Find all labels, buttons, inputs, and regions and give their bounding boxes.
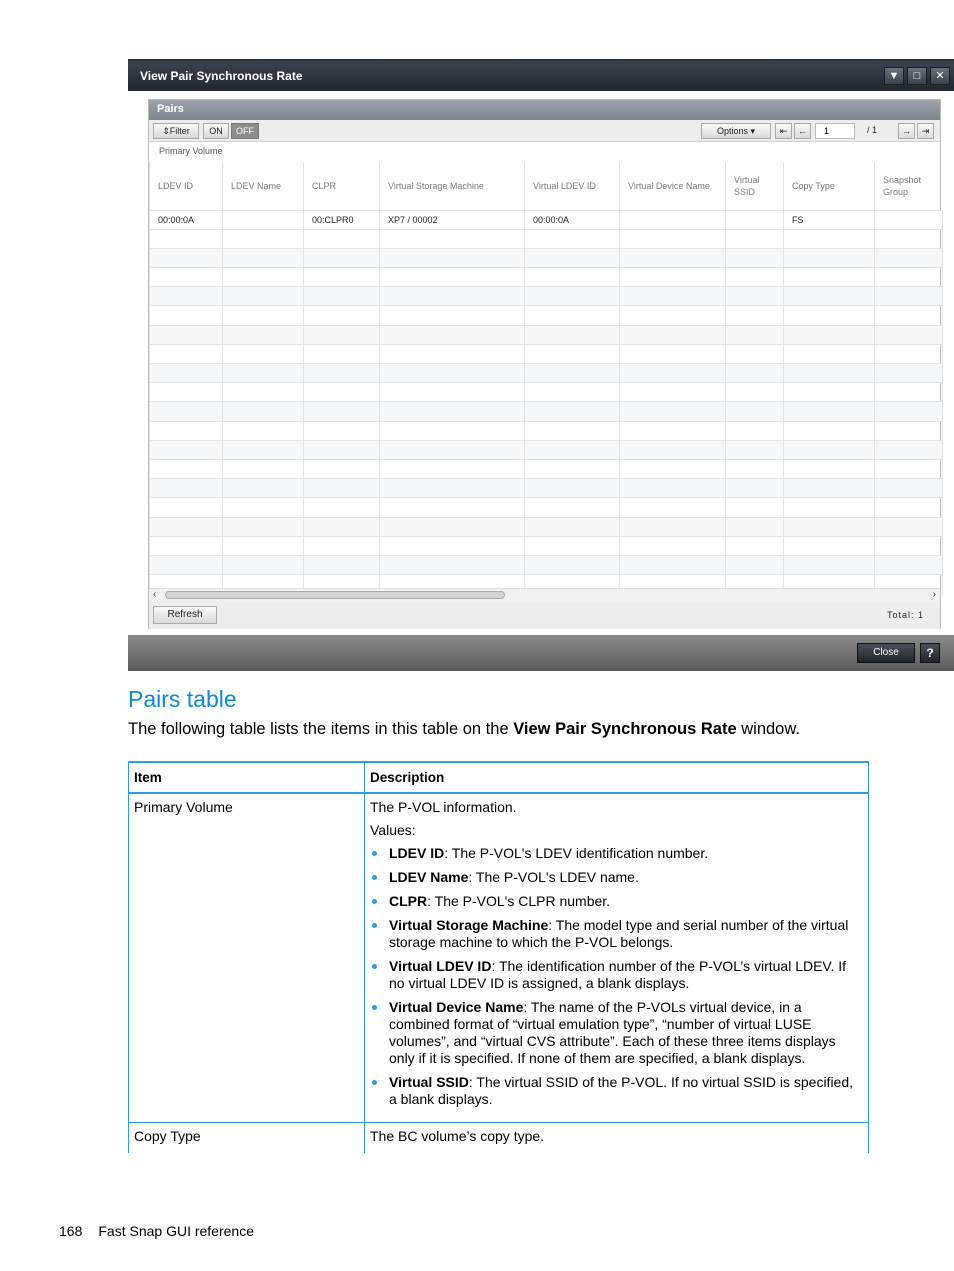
grid-cell [525,402,620,421]
refresh-button[interactable]: Refresh [153,606,217,624]
grid-cell [525,364,620,383]
grid-cell [223,344,304,363]
grid-empty-row [150,498,943,517]
grid-cell [620,383,726,402]
item-cell: Copy Type [129,1123,365,1154]
grid-cell [525,344,620,363]
grid-cell [380,364,525,383]
grid-cell [380,229,525,248]
grid-cell [875,248,943,267]
grid-cell [726,440,784,459]
filter-off-toggle[interactable]: OFF [231,123,259,139]
grid-cell [304,517,380,536]
grid-column-header[interactable]: Virtual LDEV ID [525,162,620,210]
grid-empty-row [150,479,943,498]
grid-cell [150,459,223,478]
grid-cell [150,498,223,517]
grid-cell [525,287,620,306]
grid-cell [875,440,943,459]
grid-cell [380,268,525,287]
grid-cell [875,325,943,344]
grid-cell [726,555,784,574]
grid-cell [620,536,726,555]
close-button[interactable]: Close [857,643,915,663]
next-page-icon[interactable]: → [898,123,915,139]
grid-cell [380,536,525,555]
grid-cell [525,517,620,536]
bullet-icon [372,851,377,856]
grid-empty-row [150,344,943,363]
list-item-text: : The model type and serial number of the virtual storage machine to which the P-VOL belongs. [389,917,849,950]
table-row [129,793,869,1123]
grid-cell [620,402,726,421]
grid-cell: 00:00:0A [150,210,223,229]
grid-cell [726,248,784,267]
bullet-icon [372,899,377,904]
grid-cell [223,421,304,440]
grid-cell [223,555,304,574]
grid-cell [784,229,875,248]
list-item [370,869,863,886]
grid-cell [726,306,784,325]
grid-cell [223,325,304,344]
pairs-toolbar [149,120,940,142]
grid-empty-row [150,248,943,267]
grid-cell [784,325,875,344]
intro-paragraph: The following table lists the items in this table on the View Pair Synchronous Rate window. [128,720,800,738]
window-body [128,91,954,635]
grid-cell [784,421,875,440]
list-item-term: Virtual Device Name [389,999,524,1015]
grid-cell [726,402,784,421]
grid-cell [380,440,525,459]
list-item-text: : The virtual SSID of the P-VOL. If no virtual SSID is specified, a blank displays. [389,1074,854,1107]
grid-cell [150,344,223,363]
grid-cell [784,536,875,555]
grid-cell [304,344,380,363]
list-item-text: : The identification number of the P-VOL’s virtual LDEV. If no virtual LDEV ID is assigned, a blank displays. [389,958,847,991]
grid-empty-row [150,364,943,383]
grid-cell [875,210,943,229]
grid-cell [150,268,223,287]
grid-cell [620,287,726,306]
grid-cell [223,306,304,325]
grid-cell [304,555,380,574]
grid-cell [304,229,380,248]
grid-cell [304,421,380,440]
list-item [370,845,863,862]
grid-cell [875,287,943,306]
grid-cell [784,479,875,498]
grid-cell [620,325,726,344]
grid-cell [875,479,943,498]
grid-cell [620,555,726,574]
list-item-term: LDEV ID [389,845,445,861]
grid-cell [525,498,620,517]
list-item-term: Virtual SSID [389,1074,469,1090]
list-item-text: : The P-VOL's LDEV identification number. [444,845,709,861]
scroll-right-icon[interactable]: › [932,589,936,600]
grid-empty-row [150,306,943,325]
grid-cell [150,248,223,267]
grid-cell: FS [784,210,875,229]
grid-cell [620,306,726,325]
page-footer [59,1223,254,1239]
grid-cell [380,517,525,536]
options-dropdown[interactable]: Options ▾ [701,123,771,139]
grid-cell [525,536,620,555]
grid-cell [223,402,304,421]
grid-cell [150,421,223,440]
grid-cell [875,459,943,478]
grid-column-header[interactable]: LDEV ID [150,162,223,210]
grid-empty-row [150,459,943,478]
grid-cell [784,517,875,536]
list-item [370,917,863,951]
values-label: Values: [370,822,416,838]
grid-cell [875,498,943,517]
grid-cell [620,364,726,383]
last-page-icon[interactable]: ⇥ [917,123,934,139]
list-item-text: : The P-VOL's LDEV name. [468,869,639,885]
grid-cell [525,229,620,248]
list-item [370,958,863,992]
grid-cell [875,364,943,383]
table-row [129,1123,869,1154]
grid-cell [223,440,304,459]
grid-cell [380,344,525,363]
grid-cell [784,440,875,459]
pairs-panel [148,99,941,629]
grid-cell [875,402,943,421]
footer-section-title: Fast Snap GUI reference [98,1223,254,1239]
grid-cell [304,325,380,344]
grid-cell [784,344,875,363]
grid-cell [380,459,525,478]
grid-cell [150,229,223,248]
grid-cell [620,479,726,498]
grid-column-header[interactable]: LDEV Name [223,162,304,210]
grid-column-header[interactable]: CLPR [304,162,380,210]
grid-cell [223,287,304,306]
grid-cell [380,479,525,498]
grid-empty-row [150,402,943,421]
description-text: The P-VOL information. [370,799,517,815]
list-item [370,893,863,910]
grid-cell [525,248,620,267]
grid-cell [784,364,875,383]
grid-cell [380,287,525,306]
description-cell: The BC volume’s copy type. [365,1123,869,1154]
grid-empty-row [150,421,943,440]
grid-cell [304,248,380,267]
scrollbar-thumb[interactable] [165,591,505,599]
grid-cell: XP7 / 00002 [380,210,525,229]
grid-cell [726,325,784,344]
grid-cell [620,459,726,478]
filter-on-toggle[interactable]: ON [203,123,229,139]
grid-cell [150,383,223,402]
filter-icon[interactable]: ▼ [884,67,904,85]
grid-empty-row [150,555,943,574]
maximize-icon[interactable]: □ [907,67,927,85]
list-item-term: LDEV Name [389,869,469,885]
grid-cell [223,498,304,517]
grid-cell [380,498,525,517]
grid-cell [784,287,875,306]
grid-cell [875,268,943,287]
grid-cell [726,364,784,383]
grid-cell [620,229,726,248]
grid-cell [304,459,380,478]
grid-cell [620,210,726,229]
grid-cell [620,498,726,517]
list-item-text: : The name of the P-VOLs virtual device, in a combined format of “virtual emulation type”, “number of virtual LUSE volumes”, and “virtual CVS attribute”. Each of these three items displays only if it is specified. If none of them are specified, a blank displays. [389,999,836,1066]
grid-column-header[interactable]: Virtual Storage Machine [380,162,525,210]
grid-column-header[interactable]: Copy Type [784,162,875,210]
grid-cell [620,517,726,536]
prev-page-icon[interactable]: ← [794,123,811,139]
grid-cell [380,306,525,325]
grid-column-header[interactable]: Virtual Device Name [620,162,726,210]
horizontal-scrollbar[interactable] [149,588,940,601]
grid-cell [304,402,380,421]
grid-cell [784,402,875,421]
grid-cell [304,287,380,306]
pairs-description-table [128,761,869,1153]
grid-cell [784,306,875,325]
grid-cell [223,210,304,229]
grid-cell [380,248,525,267]
list-item [370,999,863,1067]
grid-cell [525,555,620,574]
grid-cell [726,268,784,287]
grid-cell [525,268,620,287]
grid-cell [875,536,943,555]
grid-cell [150,517,223,536]
window-footer [128,635,954,671]
grid-cell: 00:CLPR0 [304,210,380,229]
grid-empty-row [150,536,943,555]
grid-cell [875,229,943,248]
grid-cell [525,479,620,498]
grid-cell [726,287,784,306]
list-item-term: Virtual LDEV ID [389,958,492,974]
list-item [370,1074,863,1108]
list-item-text: : The P-VOL's CLPR number. [427,893,611,909]
grid-cell [223,229,304,248]
grid-column-header[interactable]: Virtual SSID [726,162,784,210]
grid-cell [380,402,525,421]
grid-cell [150,402,223,421]
grid-cell [150,536,223,555]
grid-empty-row [150,383,943,402]
grid-cell [875,421,943,440]
page-number-input[interactable]: 1 [815,123,855,139]
grid-cell [380,555,525,574]
bullet-icon [372,964,377,969]
grid-cell [620,440,726,459]
grid-cell [525,325,620,344]
grid-cell [726,459,784,478]
grid-cell [304,498,380,517]
grid-cell [150,555,223,574]
grid-cell [223,268,304,287]
grid-cell [726,536,784,555]
grid-cell [380,325,525,344]
grid-cell [380,383,525,402]
grid-cell [525,459,620,478]
grid-cell [784,459,875,478]
total-count: Total: 1 [886,610,924,620]
primary-volume-group-label: Primary Volume [159,146,223,156]
grid-cell [726,344,784,363]
first-page-icon[interactable]: ⇤ [775,123,792,139]
filter-button[interactable]: ⇕Filter [153,123,199,139]
grid-cell [620,268,726,287]
grid-cell [525,440,620,459]
grid-cell [726,479,784,498]
grid-cell [150,479,223,498]
grid-cell [726,210,784,229]
grid-cell [304,536,380,555]
grid-cell [875,306,943,325]
grid-cell [726,383,784,402]
grid-cell [784,555,875,574]
grid-cell [304,268,380,287]
bullet-icon [372,875,377,880]
bullet-icon [372,1005,377,1010]
grid-cell [784,248,875,267]
grid-cell [150,364,223,383]
grid-cell [875,344,943,363]
grid-cell [726,517,784,536]
section-title: Pairs table [128,686,237,712]
pairs-panel-title: Pairs [149,100,940,120]
scroll-left-icon[interactable]: ‹ [153,589,157,600]
column-header-item: Item [129,762,365,793]
grid-cell [875,383,943,402]
grid-cell [620,421,726,440]
grid-cell [304,479,380,498]
grid-cell [223,479,304,498]
grid-cell [223,248,304,267]
grid-cell [223,536,304,555]
description-cell [365,793,869,1123]
grid-empty-row [150,325,943,344]
grid-cell [223,383,304,402]
grid-row[interactable] [150,210,943,229]
grid-cell: 00:00:0A [525,210,620,229]
bullet-icon [372,1080,377,1085]
grid-cell [726,498,784,517]
grid-cell [304,383,380,402]
pairs-bottom-bar [149,601,940,629]
item-cell: Primary Volume [129,793,365,1123]
grid-empty-row [150,440,943,459]
grid-cell [223,364,304,383]
page-number: 168 [59,1223,83,1239]
grid-cell [150,287,223,306]
window-title-bar [128,61,954,91]
bullet-icon [372,923,377,928]
grid-cell [150,440,223,459]
grid-cell [304,364,380,383]
grid-cell [620,248,726,267]
grid-cell [875,555,943,574]
grid-cell [304,306,380,325]
grid-cell [726,421,784,440]
grid-empty-row [150,517,943,536]
grid-cell [150,306,223,325]
grid-cell [525,421,620,440]
view-pair-synchronous-rate-window [128,59,954,669]
grid-cell [525,383,620,402]
grid-empty-row [150,229,943,248]
grid-cell [223,517,304,536]
close-icon[interactable]: ✕ [930,67,950,85]
list-item-term: Virtual Storage Machine [389,917,549,933]
grid-cell [784,498,875,517]
values-list [370,845,863,1108]
help-icon[interactable]: ? [920,643,940,663]
grid-cell [620,344,726,363]
grid-cell [726,229,784,248]
grid-empty-row [150,287,943,306]
window-title: View Pair Synchronous Rate [140,69,303,83]
grid-cell [784,268,875,287]
grid-cell [380,421,525,440]
grid-cell [784,383,875,402]
grid-cell [525,306,620,325]
grid-cell [304,440,380,459]
column-header-description: Description [365,762,869,793]
page-total: / 1 [867,125,878,135]
list-item-term: CLPR [389,893,428,909]
grid-cell [875,517,943,536]
grid-empty-row [150,268,943,287]
grid-cell [150,325,223,344]
grid-cell [223,459,304,478]
grid-column-header[interactable]: Snapshot Group [875,162,943,210]
pairs-grid [149,162,943,594]
